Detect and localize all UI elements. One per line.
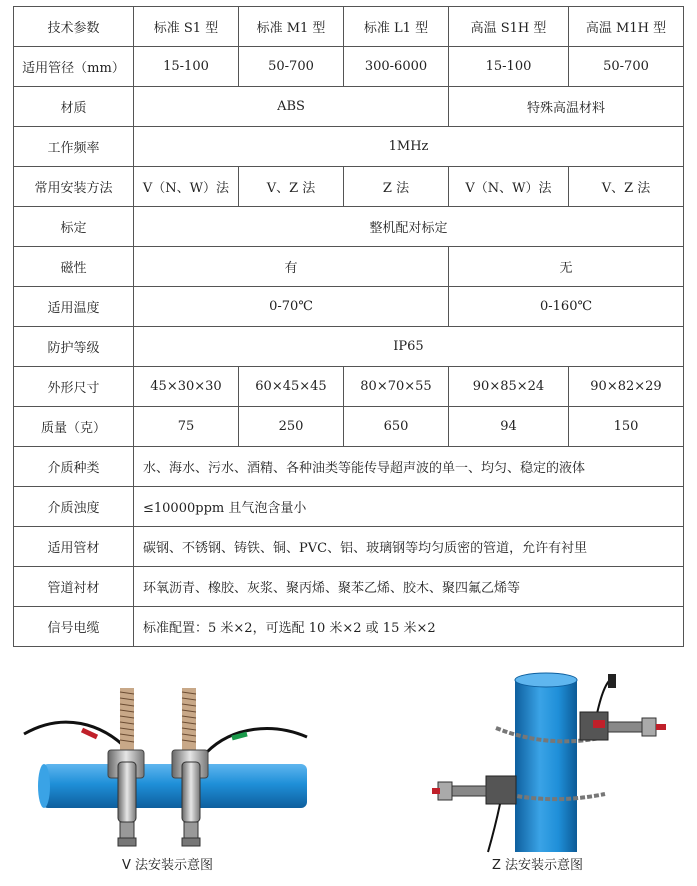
table-cell: 75 bbox=[134, 407, 239, 447]
table-cell: IP65 bbox=[134, 327, 684, 367]
table-cell: 有 bbox=[134, 247, 449, 287]
table-row bbox=[14, 407, 684, 447]
table-cell: 特殊高温材料 bbox=[449, 87, 684, 127]
table-row bbox=[14, 207, 684, 247]
blue-pipe-vertical bbox=[515, 680, 577, 852]
table-cell: 94 bbox=[449, 407, 569, 447]
table-cell: V（N、W）法 bbox=[449, 167, 569, 207]
clamp-left bbox=[118, 762, 136, 822]
table-cell: 150 bbox=[569, 407, 684, 447]
table-cell: 1MHz bbox=[134, 127, 684, 167]
header-cell: 标准 M1 型 bbox=[239, 7, 344, 47]
table-row bbox=[14, 607, 684, 647]
table-cell: 90×85×24 bbox=[449, 367, 569, 407]
row-label: 介质种类 bbox=[14, 447, 134, 487]
table-cell: ≤10000ppm 且气泡含量小 bbox=[134, 487, 684, 527]
table-cell: V（N、W）法 bbox=[134, 167, 239, 207]
table-row bbox=[14, 87, 684, 127]
table-cell: 标准配置：5 米×2，可选配 10 米×2 或 15 米×2 bbox=[134, 607, 684, 647]
table-row bbox=[14, 127, 684, 167]
table-row bbox=[14, 367, 684, 407]
table-header-row bbox=[14, 7, 684, 47]
table-row bbox=[14, 247, 684, 287]
table-row bbox=[14, 47, 684, 87]
row-label: 工作频率 bbox=[14, 127, 134, 167]
transducer-upper-right bbox=[580, 674, 666, 740]
table-cell: 45×30×30 bbox=[134, 367, 239, 407]
table-cell: 15-100 bbox=[449, 47, 569, 87]
row-label: 磁性 bbox=[14, 247, 134, 287]
table-cell: 环氧沥青、橡胶、灰浆、聚丙烯、聚苯乙烯、胶木、聚四氟乙烯等 bbox=[134, 567, 684, 607]
header-cell: 技术参数 bbox=[14, 7, 134, 47]
table-cell: 碳钢、不锈钢、铸铁、铜、PVC、铝、玻璃钢等均匀质密的管道，允许有衬里 bbox=[134, 527, 684, 567]
table-cell: 整机配对标定 bbox=[134, 207, 684, 247]
clamp-right bbox=[182, 762, 200, 822]
header-cell: 高温 M1H 型 bbox=[569, 7, 684, 47]
cable-left bbox=[24, 722, 130, 752]
z-method-illustration bbox=[430, 668, 670, 854]
table-row bbox=[14, 287, 684, 327]
table-cell: 无 bbox=[449, 247, 684, 287]
table-cell: V、Z 法 bbox=[239, 167, 344, 207]
table-cell: 0-160℃ bbox=[449, 287, 684, 327]
header-cell: 标准 S1 型 bbox=[134, 7, 239, 47]
header-cell: 标准 L1 型 bbox=[344, 7, 449, 47]
row-label: 标定 bbox=[14, 207, 134, 247]
v-method-caption: V 法安装示意图 bbox=[122, 858, 214, 873]
table-cell: 15-100 bbox=[134, 47, 239, 87]
table-cell: 50-700 bbox=[569, 47, 684, 87]
table-cell: 水、海水、污水、酒精、各种油类等能传导超声波的单一、均匀、稳定的液体 bbox=[134, 447, 684, 487]
v-method-illustration bbox=[22, 682, 312, 852]
row-label: 外形尺寸 bbox=[14, 367, 134, 407]
row-label: 质量（克） bbox=[14, 407, 134, 447]
table-cell: ABS bbox=[134, 87, 449, 127]
header-cell: 高温 S1H 型 bbox=[449, 7, 569, 47]
row-label: 适用管材 bbox=[14, 527, 134, 567]
table-row bbox=[14, 447, 684, 487]
row-label: 常用安装方法 bbox=[14, 167, 134, 207]
spring-right bbox=[182, 688, 196, 752]
installation-figures bbox=[0, 668, 697, 886]
cable-right bbox=[207, 729, 307, 752]
table-cell: V、Z 法 bbox=[569, 167, 684, 207]
spec-table bbox=[13, 6, 684, 647]
row-label: 适用温度 bbox=[14, 287, 134, 327]
table-cell: 80×70×55 bbox=[344, 367, 449, 407]
table-cell: 90×82×29 bbox=[569, 367, 684, 407]
table-cell: 300-6000 bbox=[344, 47, 449, 87]
table-row bbox=[14, 567, 684, 607]
table-cell: 60×45×45 bbox=[239, 367, 344, 407]
row-label: 材质 bbox=[14, 87, 134, 127]
table-cell: 50-700 bbox=[239, 47, 344, 87]
row-label: 适用管径（mm） bbox=[14, 47, 134, 87]
transducer-lower-left bbox=[432, 776, 516, 852]
row-label: 防护等级 bbox=[14, 327, 134, 367]
table-row bbox=[14, 487, 684, 527]
table-row bbox=[14, 327, 684, 367]
row-label: 信号电缆 bbox=[14, 607, 134, 647]
table-cell: 650 bbox=[344, 407, 449, 447]
spring-left bbox=[120, 688, 134, 752]
table-cell: 0-70℃ bbox=[134, 287, 449, 327]
row-label: 介质浊度 bbox=[14, 487, 134, 527]
table-cell: 250 bbox=[239, 407, 344, 447]
table-row bbox=[14, 167, 684, 207]
row-label: 管道衬材 bbox=[14, 567, 134, 607]
table-cell: Z 法 bbox=[344, 167, 449, 207]
z-method-caption: Z 法安装示意图 bbox=[492, 858, 584, 873]
table-row bbox=[14, 527, 684, 567]
